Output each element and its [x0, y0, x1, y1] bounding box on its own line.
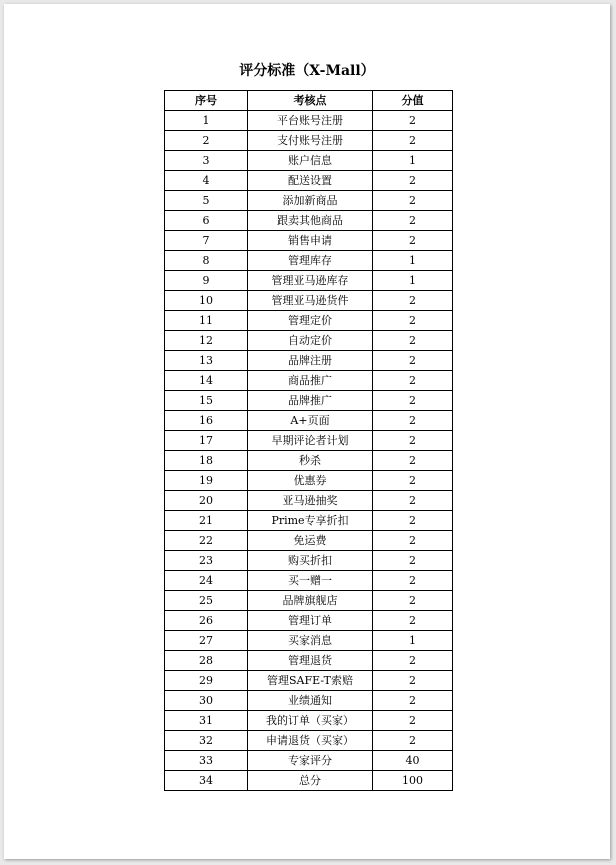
row-index: 30 [165, 691, 248, 711]
row-score: 2 [373, 531, 453, 551]
row-index: 9 [165, 271, 248, 291]
row-score: 2 [373, 411, 453, 431]
row-index: 21 [165, 511, 248, 531]
row-assessment-point: 品牌旗舰店 [248, 591, 373, 611]
row-assessment-point: 我的订单（买家） [248, 711, 373, 731]
row-index: 33 [165, 751, 248, 771]
row-index: 34 [165, 771, 248, 791]
table-row [165, 491, 453, 511]
table-row [165, 291, 453, 311]
row-index: 7 [165, 231, 248, 251]
table-header-row [165, 91, 453, 111]
row-assessment-point: 添加新商品 [248, 191, 373, 211]
row-score: 2 [373, 131, 453, 151]
row-index: 5 [165, 191, 248, 211]
row-index: 18 [165, 451, 248, 471]
row-assessment-point: 买一赠一 [248, 571, 373, 591]
row-score: 2 [373, 671, 453, 691]
row-assessment-point: 申请退货（买家） [248, 731, 373, 751]
row-assessment-point: 管理亚马逊库存 [248, 271, 373, 291]
row-index: 27 [165, 631, 248, 651]
row-assessment-point: 管理亚马逊货件 [248, 291, 373, 311]
row-assessment-point: 早期评论者计划 [248, 431, 373, 451]
table-row [165, 631, 453, 651]
row-assessment-point: 免运费 [248, 531, 373, 551]
row-score: 2 [373, 711, 453, 731]
row-assessment-point: 购买折扣 [248, 551, 373, 571]
row-index: 15 [165, 391, 248, 411]
row-assessment-point: 亚马逊抽奖 [248, 491, 373, 511]
row-index: 28 [165, 651, 248, 671]
row-index: 16 [165, 411, 248, 431]
row-score: 2 [373, 611, 453, 631]
row-score: 2 [373, 731, 453, 751]
table-row [165, 351, 453, 371]
row-index: 25 [165, 591, 248, 611]
row-assessment-point: 管理订单 [248, 611, 373, 631]
row-assessment-point: 账户信息 [248, 151, 373, 171]
table-row [165, 331, 453, 351]
row-index: 10 [165, 291, 248, 311]
table-row [165, 471, 453, 491]
table-row [165, 111, 453, 131]
row-score: 1 [373, 631, 453, 651]
row-score: 2 [373, 111, 453, 131]
table-row [165, 311, 453, 331]
row-index: 22 [165, 531, 248, 551]
row-score: 2 [373, 331, 453, 351]
table-row [165, 691, 453, 711]
row-score: 1 [373, 271, 453, 291]
table-row [165, 551, 453, 571]
row-assessment-point: 品牌注册 [248, 351, 373, 371]
row-assessment-point: 秒杀 [248, 451, 373, 471]
row-score: 100 [373, 771, 453, 791]
table-row [165, 511, 453, 531]
row-score: 2 [373, 691, 453, 711]
row-index: 11 [165, 311, 248, 331]
row-assessment-point: Prime专享折扣 [248, 511, 373, 531]
table-row [165, 231, 453, 251]
table-row [165, 651, 453, 671]
row-index: 8 [165, 251, 248, 271]
row-score: 2 [373, 651, 453, 671]
header-assessment-point: 考核点 [248, 91, 373, 111]
row-assessment-point: 配送设置 [248, 171, 373, 191]
row-index: 13 [165, 351, 248, 371]
row-score: 2 [373, 171, 453, 191]
table-row [165, 751, 453, 771]
row-score: 2 [373, 551, 453, 571]
row-index: 14 [165, 371, 248, 391]
row-assessment-point: 品牌推广 [248, 391, 373, 411]
row-assessment-point: 管理退货 [248, 651, 373, 671]
table-row [165, 431, 453, 451]
table-row [165, 371, 453, 391]
row-score: 2 [373, 371, 453, 391]
scoring-table [164, 90, 453, 791]
table-row [165, 191, 453, 211]
row-assessment-point: 专家评分 [248, 751, 373, 771]
row-assessment-point: 管理SAFE-T索赔 [248, 671, 373, 691]
row-score: 2 [373, 191, 453, 211]
row-index: 23 [165, 551, 248, 571]
row-score: 2 [373, 511, 453, 531]
table-row [165, 151, 453, 171]
table-row [165, 771, 453, 791]
table-row [165, 531, 453, 551]
table-row [165, 271, 453, 291]
table-row [165, 171, 453, 191]
row-index: 17 [165, 431, 248, 451]
table-row [165, 131, 453, 151]
row-score: 2 [373, 351, 453, 371]
row-score: 2 [373, 311, 453, 331]
row-assessment-point: 优惠券 [248, 471, 373, 491]
table-row [165, 251, 453, 271]
row-assessment-point: 管理定价 [248, 311, 373, 331]
row-index: 24 [165, 571, 248, 591]
table-row [165, 451, 453, 471]
row-index: 32 [165, 731, 248, 751]
row-score: 2 [373, 491, 453, 511]
row-index: 19 [165, 471, 248, 491]
row-score: 2 [373, 591, 453, 611]
row-index: 26 [165, 611, 248, 631]
header-score: 分值 [373, 91, 453, 111]
header-index: 序号 [165, 91, 248, 111]
table-row [165, 611, 453, 631]
document-page [4, 4, 610, 859]
row-assessment-point: 自动定价 [248, 331, 373, 351]
row-score: 1 [373, 151, 453, 171]
row-assessment-point: 支付账号注册 [248, 131, 373, 151]
table-row [165, 671, 453, 691]
row-assessment-point: 商品推广 [248, 371, 373, 391]
table-row [165, 211, 453, 231]
row-index: 1 [165, 111, 248, 131]
row-index: 3 [165, 151, 248, 171]
row-score: 2 [373, 451, 453, 471]
row-score: 2 [373, 211, 453, 231]
table-row [165, 391, 453, 411]
row-score: 2 [373, 231, 453, 251]
row-assessment-point: 管理库存 [248, 251, 373, 271]
row-index: 20 [165, 491, 248, 511]
row-assessment-point: 业绩通知 [248, 691, 373, 711]
row-assessment-point: 销售申请 [248, 231, 373, 251]
page-title: 评分标准（X-Mall） [239, 63, 375, 79]
row-score: 2 [373, 471, 453, 491]
row-score: 2 [373, 571, 453, 591]
row-score: 2 [373, 431, 453, 451]
row-index: 6 [165, 211, 248, 231]
row-assessment-point: A+页面 [248, 411, 373, 431]
row-score: 1 [373, 251, 453, 271]
row-assessment-point: 跟卖其他商品 [248, 211, 373, 231]
row-index: 4 [165, 171, 248, 191]
row-index: 29 [165, 671, 248, 691]
table-row [165, 731, 453, 751]
row-index: 31 [165, 711, 248, 731]
row-score: 2 [373, 291, 453, 311]
table-row [165, 591, 453, 611]
row-score: 40 [373, 751, 453, 771]
row-score: 2 [373, 391, 453, 411]
table-row [165, 571, 453, 591]
row-assessment-point: 总分 [248, 771, 373, 791]
row-index: 12 [165, 331, 248, 351]
row-assessment-point: 买家消息 [248, 631, 373, 651]
row-index: 2 [165, 131, 248, 151]
table-row [165, 711, 453, 731]
table-row [165, 411, 453, 431]
row-assessment-point: 平台账号注册 [248, 111, 373, 131]
